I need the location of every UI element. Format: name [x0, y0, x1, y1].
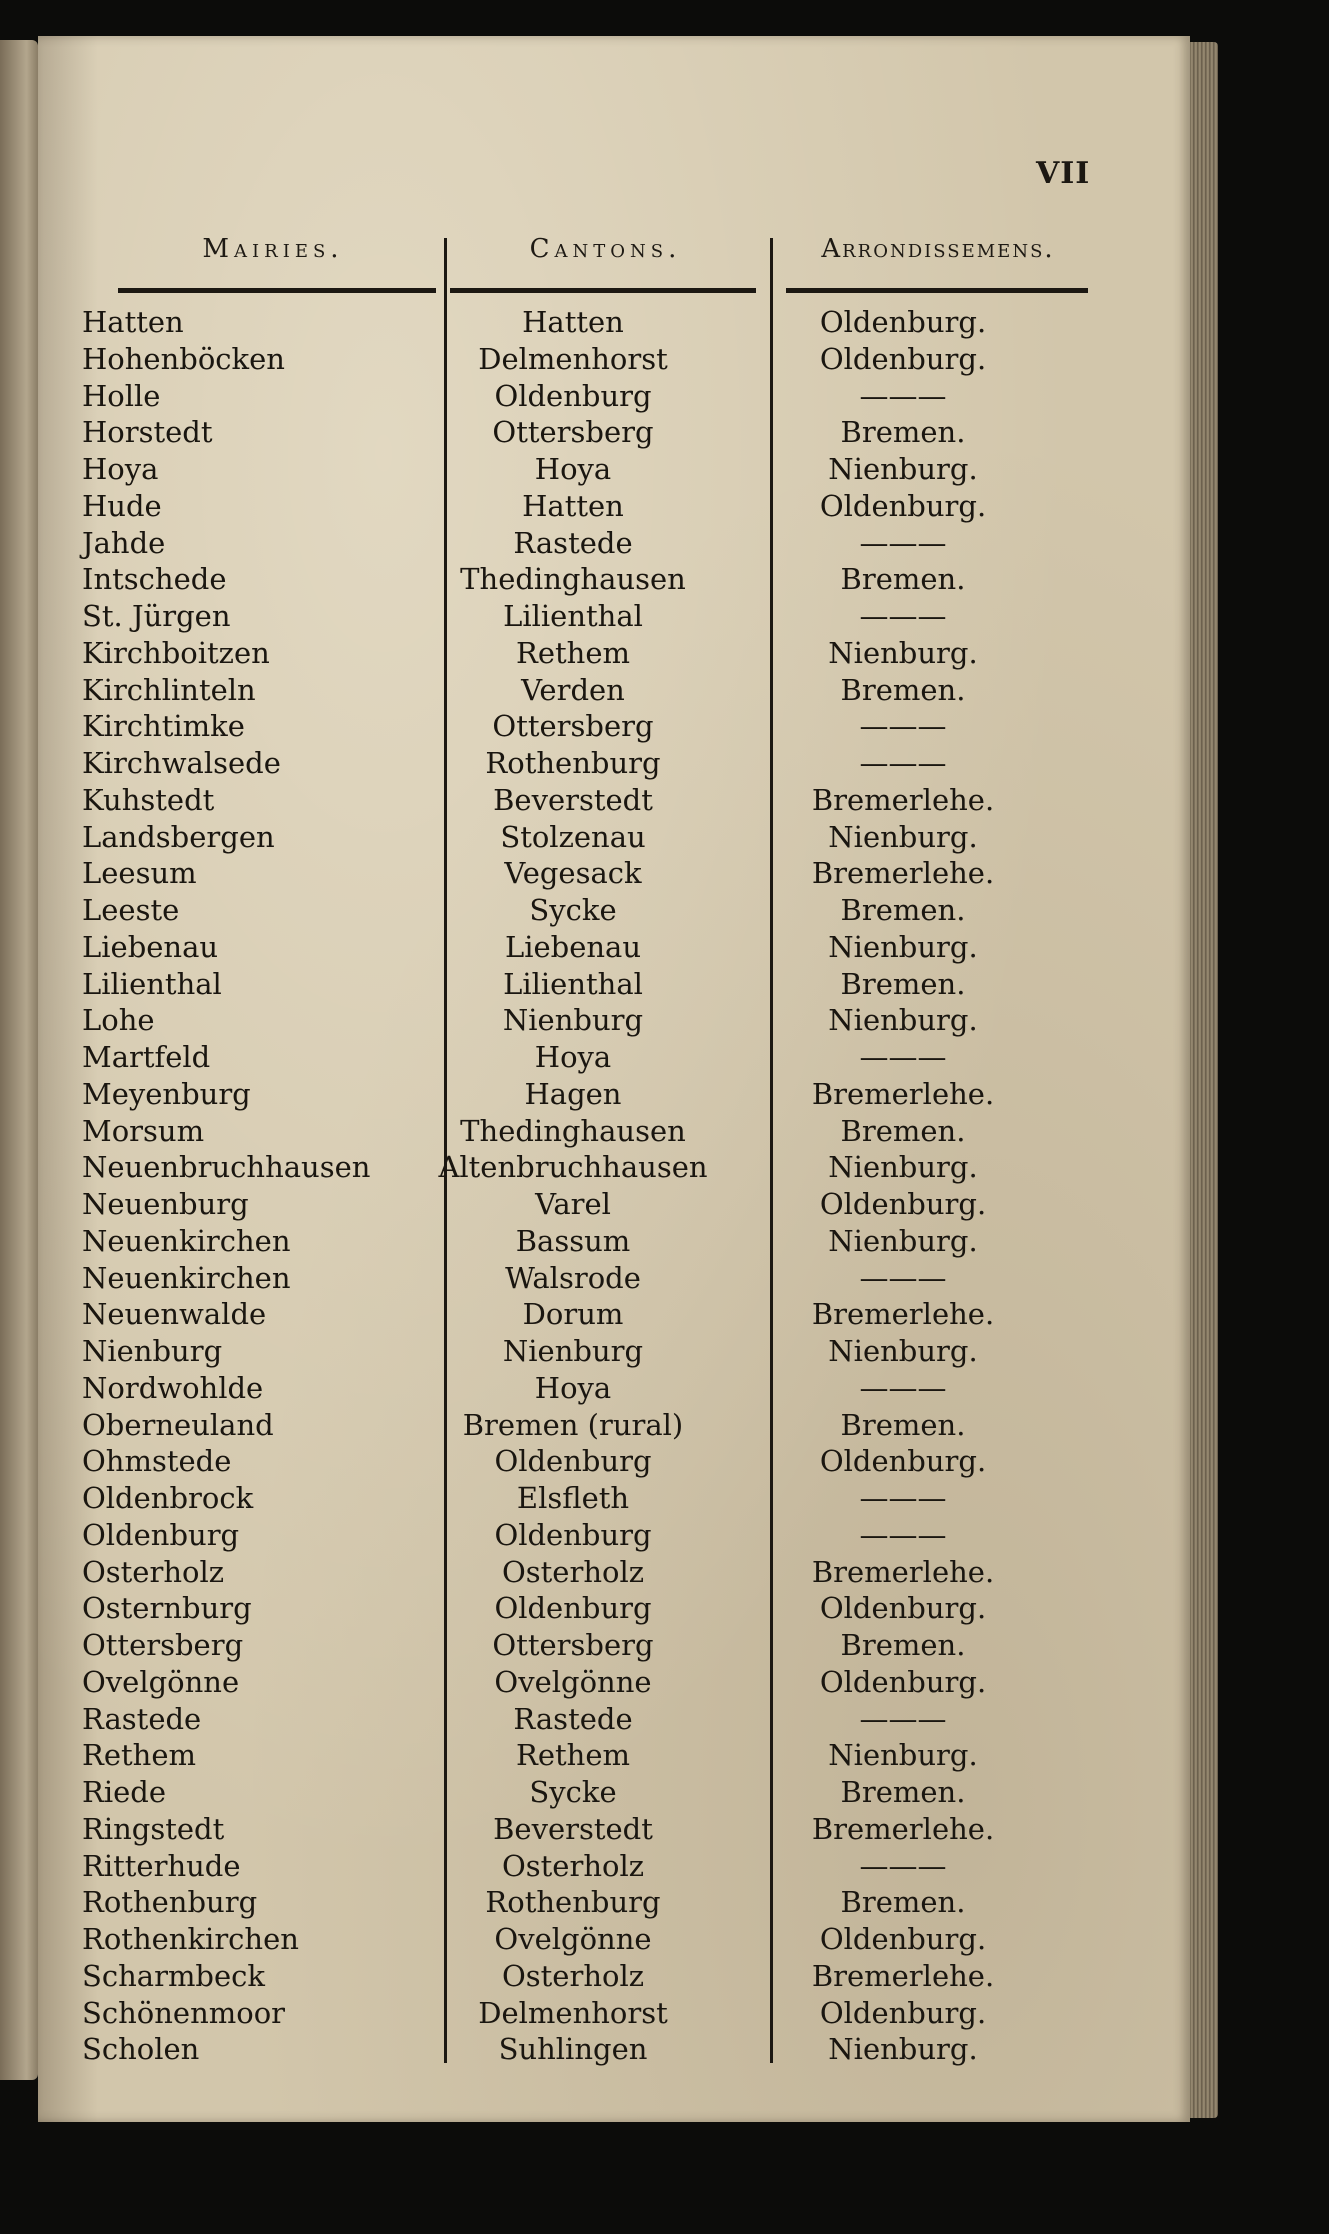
arrondissement-cell: ———: [859, 378, 947, 413]
canton-cell: Hatten: [522, 305, 624, 339]
arrondissement-cell: Oldenburg.: [819, 305, 987, 339]
canton-cell: Ottersberg: [492, 415, 654, 450]
canton-cell: Varel: [535, 1187, 611, 1221]
canton-cell: Rothenburg: [485, 1885, 661, 1920]
page-number: VII: [1036, 156, 1091, 191]
canton-cell: Oldenburg: [494, 1444, 652, 1479]
arrondissement-cell: ———: [859, 709, 947, 744]
header-rule-cantons: [450, 288, 756, 293]
table-row: [38, 341, 1190, 378]
canton-cell: Bassum: [515, 1223, 631, 1258]
column-header-cantons: Cantons.: [529, 234, 682, 264]
canton-cell: Vegesack: [504, 856, 642, 891]
table-row: [38, 561, 1190, 598]
table-row: [38, 929, 1190, 966]
arrondissement-cell: Oldenburg.: [819, 1922, 987, 1956]
mairie-cell: Schönenmoor: [82, 1995, 286, 2030]
table-row: [38, 451, 1190, 488]
table-row: [38, 488, 1190, 525]
mairie-cell: Rothenkirchen: [82, 1922, 299, 1956]
arrondissement-cell: Oldenburg.: [819, 1664, 987, 1699]
arrondissement-cell: Bremerlehe.: [811, 1958, 995, 1993]
arrondissement-cell: Oldenburg.: [819, 1995, 987, 2030]
canton-cell: Hatten: [522, 488, 624, 523]
arrondissement-cell: ———: [859, 1848, 947, 1883]
mairie-cell: Nordwohlde: [82, 1370, 264, 1405]
table-row: [38, 1590, 1190, 1627]
table-row: [38, 1443, 1190, 1480]
mairie-cell: Rothenburg: [82, 1885, 258, 1920]
arrondissement-cell: Bremen.: [840, 562, 966, 597]
table-row: [38, 414, 1190, 451]
arrondissement-cell: Bremen.: [840, 1407, 966, 1442]
table-row: [38, 1664, 1190, 1701]
canton-cell: Thedinghausen: [460, 1113, 686, 1148]
table-row: [38, 1223, 1190, 1260]
arrondissement-cell: Bremen.: [840, 966, 966, 1001]
canton-cell: Oldenburg: [494, 378, 652, 413]
table-row: [38, 1407, 1190, 1444]
canton-cell: Rastede: [513, 525, 633, 560]
canton-cell: Dorum: [522, 1297, 624, 1332]
table-row: [38, 1884, 1190, 1921]
table-row: [38, 378, 1190, 415]
table-row: [38, 1113, 1190, 1150]
arrondissement-cell: Oldenburg.: [819, 341, 987, 376]
canton-cell: Elsfleth: [516, 1481, 630, 1515]
arrondissement-cell: Nienburg.: [828, 1223, 978, 1258]
table-row: [38, 708, 1190, 745]
table-row: [38, 1002, 1190, 1039]
mairie-cell: Kirchlinteln: [82, 672, 256, 707]
table-row: [38, 892, 1190, 929]
table-row: [38, 1774, 1190, 1811]
arrondissement-cell: Bremen.: [840, 672, 966, 707]
book-page: [38, 36, 1190, 2122]
facing-page-edge: [0, 40, 38, 2080]
canton-cell: Osterholz: [501, 1554, 645, 1589]
arrondissement-cell: Oldenburg.: [819, 488, 987, 523]
arrondissement-cell: Bremen.: [840, 1113, 966, 1148]
arrondissement-cell: Oldenburg.: [819, 1444, 987, 1479]
table-row: [38, 525, 1190, 562]
arrondissement-cell: ———: [859, 1517, 947, 1552]
canton-cell: Oldenburg: [494, 1517, 652, 1552]
mairie-cell: Ringstedt: [82, 1811, 225, 1846]
arrondissement-cell: Bremen.: [840, 415, 966, 450]
mairie-cell: Intschede: [82, 562, 227, 597]
table-row: [38, 304, 1190, 341]
mairie-cell: Holle: [82, 378, 161, 413]
canton-cell: Rothenburg: [485, 746, 661, 780]
arrondissement-cell: ———: [859, 1370, 947, 1405]
table-row: [38, 1517, 1190, 1554]
canton-cell: Beverstedt: [493, 1811, 653, 1846]
page-block-edge: [1190, 42, 1218, 2118]
canton-cell: Ottersberg: [492, 709, 654, 744]
canton-cell: Oldenburg: [494, 1591, 652, 1626]
table-row: [38, 1260, 1190, 1297]
mairie-cell: Oldenburg: [82, 1517, 240, 1552]
mairie-cell: Rastede: [82, 1701, 202, 1736]
arrondissement-cell: Bremerlehe.: [811, 1076, 995, 1111]
arrondissement-cell: Nienburg.: [828, 452, 978, 486]
arrondissement-cell: Bremen.: [840, 1885, 966, 1920]
canton-cell: Ottersberg: [492, 1628, 654, 1662]
table-row: [38, 1958, 1190, 1995]
mairie-cell: Jahde: [82, 525, 166, 560]
canton-cell: Beverstedt: [493, 782, 653, 817]
mairie-cell: Neuenkirchen: [82, 1223, 291, 1258]
canton-cell: Hoya: [534, 1040, 612, 1074]
mairie-cell: Morsum: [82, 1113, 205, 1148]
mairie-cell: Nienburg: [82, 1334, 223, 1368]
arrondissement-cell: Nienburg.: [828, 1003, 978, 1038]
arrondissement-cell: ———: [859, 1260, 947, 1295]
table-row: [38, 1737, 1190, 1774]
table-row: [38, 1811, 1190, 1848]
mairie-cell: Lilienthal: [82, 966, 222, 1001]
mairie-cell: Neuenkirchen: [82, 1260, 291, 1295]
mairie-cell: Neuenwalde: [82, 1297, 267, 1332]
column-header-arrondissements: Arrondissemens.: [821, 234, 1055, 264]
canton-cell: Rethem: [516, 635, 630, 670]
canton-cell: Thedinghausen: [460, 562, 686, 597]
mairie-cell: Hoya: [82, 452, 159, 486]
mairie-cell: Scholen: [82, 2032, 200, 2067]
mairie-cell: Leeste: [82, 893, 180, 927]
canton-cell: Hoya: [534, 1370, 612, 1405]
arrondissement-cell: Bremerlehe.: [811, 1297, 995, 1332]
canton-cell: Hoya: [534, 452, 612, 486]
arrondissement-cell: Nienburg.: [828, 635, 978, 670]
canton-cell: Walsrode: [505, 1260, 641, 1295]
arrondissement-cell: Nienburg.: [828, 1334, 978, 1368]
mairie-cell: Kirchboitzen: [82, 635, 270, 670]
canton-cell: Altenbruchhausen: [438, 1150, 708, 1185]
mairie-cell: Riede: [82, 1775, 166, 1809]
arrondissement-cell: ———: [859, 1040, 947, 1074]
table-row: [38, 1995, 1190, 2032]
table-row: [38, 1296, 1190, 1333]
canton-cell: Bremen (rural): [462, 1407, 684, 1442]
arrondissement-cell: Bremen.: [840, 1775, 966, 1809]
canton-cell: Sycke: [529, 1775, 617, 1809]
table-body: [38, 304, 1190, 2068]
arrondissement-cell: Nienburg.: [828, 819, 978, 854]
table-row: [38, 745, 1190, 782]
arrondissement-cell: Oldenburg.: [819, 1187, 987, 1221]
table-row: [38, 966, 1190, 1003]
canton-cell: Lilienthal: [503, 966, 643, 1001]
arrondissement-cell: Bremerlehe.: [811, 856, 995, 891]
canton-cell: Rethem: [516, 1738, 630, 1773]
arrondissement-cell: Bremerlehe.: [811, 1811, 995, 1846]
mairie-cell: Kuhstedt: [82, 782, 215, 817]
mairie-cell: Horstedt: [82, 415, 213, 450]
arrondissement-cell: ———: [859, 525, 947, 560]
arrondissement-cell: Nienburg.: [828, 929, 978, 964]
canton-cell: Rastede: [513, 1701, 633, 1736]
arrondissement-cell: Nienburg.: [828, 1150, 978, 1185]
mairie-cell: Ritterhude: [82, 1848, 241, 1883]
arrondissement-cell: Bremen.: [840, 893, 966, 927]
table-row: [38, 855, 1190, 892]
arrondissement-cell: ———: [859, 1481, 947, 1515]
arrondissement-cell: Nienburg.: [828, 1738, 978, 1773]
mairie-cell: Landsbergen: [82, 819, 275, 854]
canton-cell: Osterholz: [501, 1958, 645, 1993]
mairie-cell: Hatten: [82, 305, 184, 339]
arrondissement-cell: Bremerlehe.: [811, 782, 995, 817]
mairie-cell: Neuenburg: [82, 1187, 249, 1221]
mairie-cell: St. Jürgen: [82, 599, 231, 633]
mairie-cell: Meyenburg: [82, 1076, 251, 1111]
mairie-cell: Lohe: [82, 1003, 155, 1038]
mairie-cell: Neuenbruchhausen: [82, 1150, 371, 1185]
table-row: [38, 1039, 1190, 1076]
canton-cell: Hagen: [524, 1076, 622, 1111]
table-row: [38, 2031, 1190, 2068]
canton-cell: Ovelgönne: [494, 1922, 652, 1956]
arrondissement-cell: Bremerlehe.: [811, 1554, 995, 1589]
table-row: [38, 1701, 1190, 1738]
table-row: [38, 782, 1190, 819]
mairie-cell: Oberneuland: [82, 1407, 274, 1442]
mairie-cell: Liebenau: [82, 929, 219, 964]
mairie-cell: Kirchwalsede: [82, 746, 281, 780]
header-rule-mairies: [118, 288, 436, 293]
mairie-cell: Scharmbeck: [82, 1958, 265, 1993]
column-header-mairies: Mairies.: [202, 234, 344, 264]
canton-cell: Ovelgönne: [494, 1664, 652, 1699]
table-row: [38, 1333, 1190, 1370]
mairie-cell: Leesum: [82, 856, 197, 891]
table-row: [38, 1076, 1190, 1113]
table-row: [38, 1848, 1190, 1885]
table-row: [38, 598, 1190, 635]
arrondissement-cell: ———: [859, 746, 947, 780]
mairie-cell: Kirchtimke: [82, 709, 245, 744]
table-row: [38, 672, 1190, 709]
mairie-cell: Ottersberg: [82, 1628, 244, 1662]
mairie-cell: Osternburg: [82, 1591, 252, 1626]
canton-cell: Sycke: [529, 893, 617, 927]
mairie-cell: Ovelgönne: [82, 1664, 240, 1699]
canton-cell: Osterholz: [501, 1848, 645, 1883]
canton-cell: Suhlingen: [498, 2032, 648, 2067]
canton-cell: Delmenhorst: [478, 1995, 668, 2030]
canton-cell: Nienburg: [502, 1003, 644, 1038]
table-row: [38, 1480, 1190, 1517]
table-row: [38, 635, 1190, 672]
canton-cell: Liebenau: [504, 929, 642, 964]
mairie-cell: Osterholz: [82, 1554, 225, 1589]
arrondissement-cell: Nienburg.: [828, 2032, 978, 2067]
canton-cell: Nienburg: [502, 1334, 644, 1368]
table-row: [38, 1149, 1190, 1186]
mairie-cell: Hude: [82, 488, 162, 523]
header-rule-arrondissements: [786, 288, 1088, 293]
canton-cell: Lilienthal: [503, 599, 643, 633]
canton-cell: Verden: [521, 672, 625, 707]
table-row: [38, 1627, 1190, 1664]
mairie-cell: Martfeld: [82, 1040, 211, 1074]
mairie-cell: Rethem: [82, 1738, 196, 1773]
table-row: [38, 1370, 1190, 1407]
mairie-cell: Hohenböcken: [82, 341, 285, 376]
table-row: [38, 819, 1190, 856]
arrondissement-cell: Oldenburg.: [819, 1591, 987, 1626]
canton-cell: Delmenhorst: [478, 341, 668, 376]
arrondissement-cell: ———: [859, 1701, 947, 1736]
canton-cell: Stolzenau: [500, 819, 646, 854]
arrondissement-cell: Bremen.: [840, 1628, 966, 1662]
table-row: [38, 1554, 1190, 1591]
arrondissement-cell: ———: [859, 599, 947, 633]
mairie-cell: Oldenbrock: [82, 1481, 254, 1515]
table-row: [38, 1186, 1190, 1223]
table-row: [38, 1921, 1190, 1958]
mairie-cell: Ohmstede: [82, 1444, 232, 1479]
